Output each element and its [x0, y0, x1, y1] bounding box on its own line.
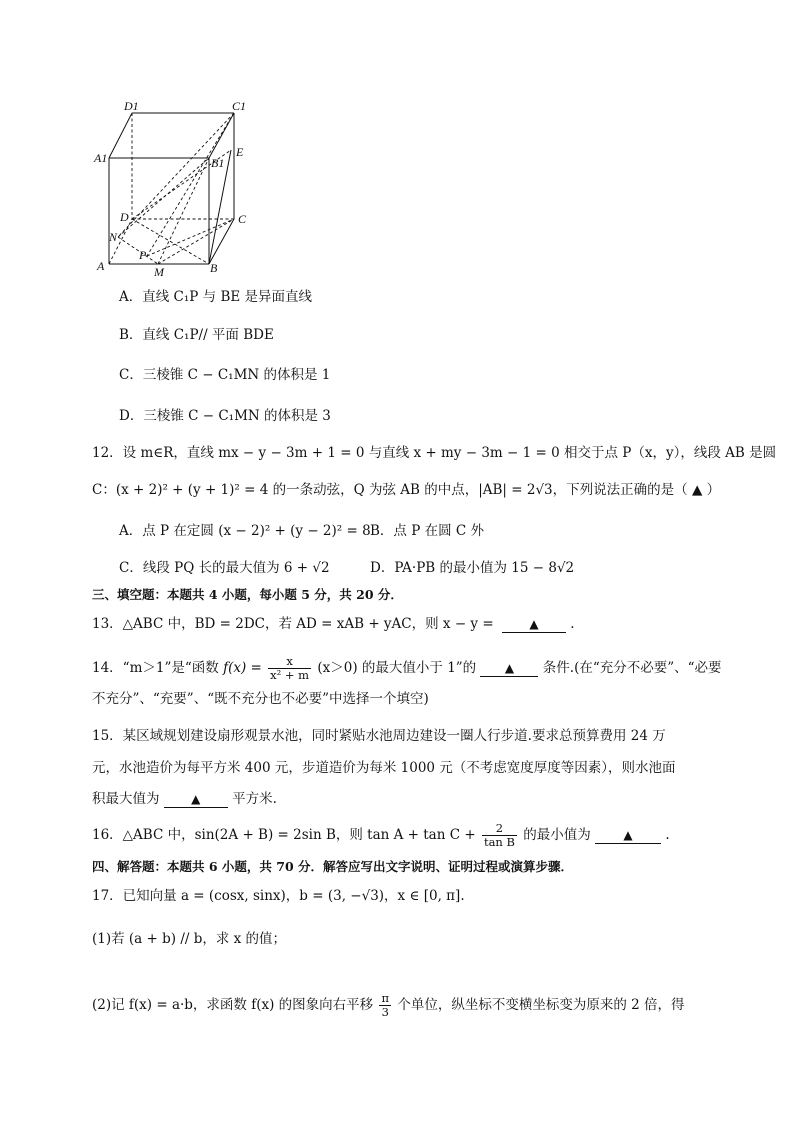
- q14-line2: 不充分”、“充要”、“既不充分也不必要”中选择一个填空): [92, 691, 429, 707]
- q15-answer-blank: ▲: [164, 791, 228, 808]
- q11-option-d: D．三棱锥 C − C₁MN 的体积是 3: [119, 408, 331, 424]
- q12-option-a: A．点 P 在定圆 (x − 2)² + (y − 2)² = 8: [119, 523, 371, 539]
- q16: 16．△ABC 中，sin(2A + B) = 2sin B，则 tan A + tan C + $\frac{2}{\text{tan B}}$ 的最小值为 ▲ .: [92, 821, 670, 849]
- q15-line2: 元，水池造价为每平方米 400 元，步道造价为每米 1000 元（不考虑宽度厚度等因素），则水池面: [92, 760, 676, 776]
- label-A1: A1: [94, 151, 108, 165]
- label-N: N: [109, 230, 118, 244]
- q16-answer-blank: ▲: [595, 827, 661, 844]
- q17-stem: 17．已知向量 a = (cosx, sinx)，b = (3, −√3)，x ∈ [0, π].: [92, 888, 465, 904]
- q11-option-a: A．直线 C₁P 与 BE 是异面直线: [119, 289, 313, 305]
- label-D1: D1: [124, 99, 139, 113]
- label-B1: B1: [211, 156, 225, 170]
- q14-line1: 14．“m＞1”是“函数 f(x) = $\frac{x}{\text{x² + m}}$ (x＞0) 的最大值小于 1”的 ▲ 条件.(在“充分不必要”、“必要: [92, 654, 722, 682]
- label-P: P: [139, 248, 147, 262]
- label-C1: C1: [232, 99, 247, 113]
- q12-option-c: C．线段 PQ 长的最大值为 6 + √2: [119, 560, 330, 576]
- q12-stem-line1: 12．设 m∈R，直线 mx − y − 3m + 1 = 0 与直线 x + my − 3m − 1 = 0 相交于点 P（x，y），线段 AB 是圆: [92, 445, 777, 461]
- q11-option-b: B．直线 C₁P// 平面 BDE: [119, 327, 274, 343]
- q16-fraction: $\frac{2}{\text{tan B}}$: [483, 821, 515, 849]
- q15-line1: 15．某区域规划建设扇形观景水池，同时紧贴水池周边建设一圈人行步道.要求总预算费用 24 万: [92, 728, 666, 744]
- section-solve-heading: 四、解答题：本题共 6 小题，共 70 分．解答应写出文字说明、证明过程或演算步骤．: [92, 859, 574, 874]
- label-M: M: [154, 265, 164, 279]
- q12-option-b: B．点 P 在圆 C 外: [370, 523, 484, 539]
- label-E: E: [236, 145, 244, 159]
- q17-part2: (2)记 f(x) = a·b，求函数 f(x) 的图象向右平移 $\frac{\pi}{3}$ 个单位，纵坐标不变横坐标变为原来的 2 倍，得: [92, 991, 685, 1019]
- q15-line3: 积最大值为 ▲ 平方米.: [92, 791, 277, 807]
- cube-figure: [92, 96, 267, 281]
- q13-answer-blank: ▲: [502, 616, 566, 633]
- label-A: A: [97, 259, 105, 273]
- label-D: D: [120, 210, 129, 224]
- q17-fraction: $\frac{\pi}{3}$: [381, 991, 390, 1019]
- section-fill-in-heading: 三、填空题：本题共 4 小题，每小题 5 分，共 20 分．: [92, 587, 403, 602]
- q13-text: 13．△ABC 中，BD = 2DC，若 AD = xAB + yAC，则 x − y =: [92, 616, 494, 632]
- q12-stem-line2: C：(x + 2)² + (y + 1)² = 4 的一条动弦，Q 为弦 AB 的中点，|AB| = 2√3，下列说法正确的是（ ▲ ）: [92, 482, 721, 498]
- label-C: C: [238, 212, 247, 226]
- q12-option-d: D．PA·PB 的最小值为 15 − 8√2: [370, 560, 575, 576]
- q14-fraction: $\frac{x}{\text{x² + m}}$: [270, 654, 310, 682]
- q17-part1: (1)若 (a + b) // b，求 x 的值；: [92, 931, 287, 947]
- q11-option-c: C．三棱锥 C − C₁MN 的体积是 1: [119, 367, 331, 383]
- label-B: B: [210, 261, 218, 275]
- q14-answer-blank: ▲: [480, 660, 538, 677]
- q13: 13．△ABC 中，BD = 2DC，若 AD = xAB + yAC，则 x − y = ▲ .: [92, 616, 575, 632]
